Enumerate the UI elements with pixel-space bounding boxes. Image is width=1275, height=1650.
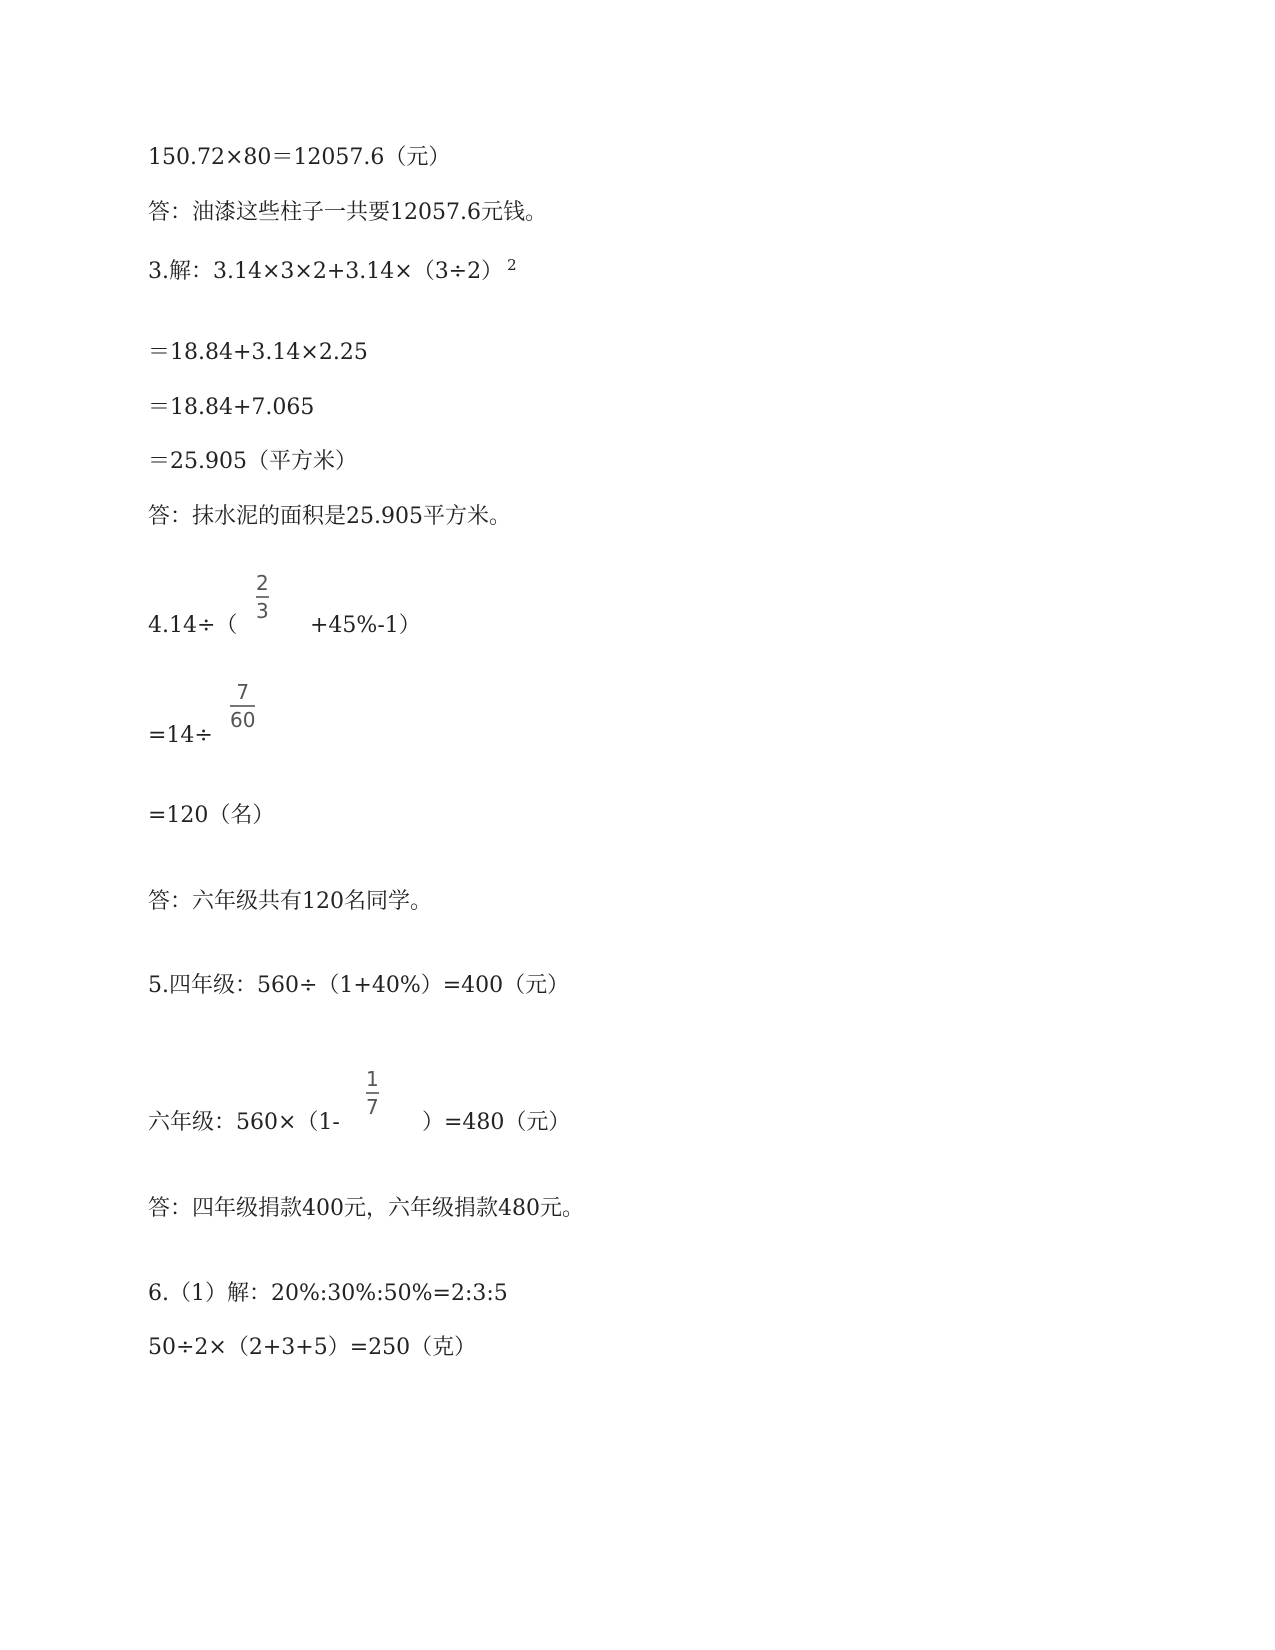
q5-grade6-right: ）=480（元）: [422, 1110, 571, 1135]
q3-exponent: 2: [507, 256, 517, 274]
q3-result: ＝25.905（平方米）: [148, 449, 357, 474]
answer-student-count: 答：六年级共有120名同学。: [148, 889, 432, 914]
answer-cement-area: 答：抹水泥的面积是25.905平方米。: [148, 504, 511, 529]
fraction-numerator: 7: [236, 680, 250, 704]
line-cost-calc: 150.72×80＝12057.6（元）: [148, 145, 451, 170]
q3-step-1: ＝18.84+3.14×2.25: [148, 340, 368, 365]
fraction-seven-sixtieths: [230, 681, 255, 731]
q5-grade4-calc: 5.四年级：560÷（1+40%）=400（元）: [148, 973, 570, 998]
fraction-one-seventh: [366, 1068, 379, 1118]
q5-grade6-left: 六年级：560×（1-: [148, 1110, 340, 1135]
fraction-two-thirds: [256, 572, 269, 622]
fraction-numerator: 1: [366, 1067, 379, 1091]
q3-step-2: ＝18.84+7.065: [148, 395, 315, 420]
fraction-denominator: 3: [256, 598, 269, 623]
q6-ratio: 6.（1）解：20%:30%:50%=2:3:5: [148, 1281, 508, 1306]
fraction-denominator: 60: [230, 707, 256, 732]
q4-result: =120（名）: [148, 803, 275, 828]
q6-calc: 50÷2×（2+3+5）=250（克）: [148, 1335, 477, 1360]
fraction-numerator: 2: [256, 571, 269, 595]
q4-formula-right: +45%-1）: [310, 613, 421, 638]
answer-paint-cost: 答：油漆这些柱子一共要12057.6元钱。: [148, 200, 547, 225]
q4-formula-left: 4.14÷（: [148, 613, 238, 638]
fraction-denominator: 7: [366, 1094, 379, 1119]
q3-formula: [148, 257, 517, 288]
answer-donations: 答：四年级捐款400元，六年级捐款480元。: [148, 1196, 584, 1221]
fraction-bar: [366, 1092, 379, 1094]
q4-step-1: =14÷: [148, 723, 213, 748]
fraction-bar: [230, 705, 255, 707]
fraction-bar: [256, 596, 269, 598]
q3-formula-text: 3.解：3.14×3×2+3.14×（3÷2）: [148, 259, 504, 284]
